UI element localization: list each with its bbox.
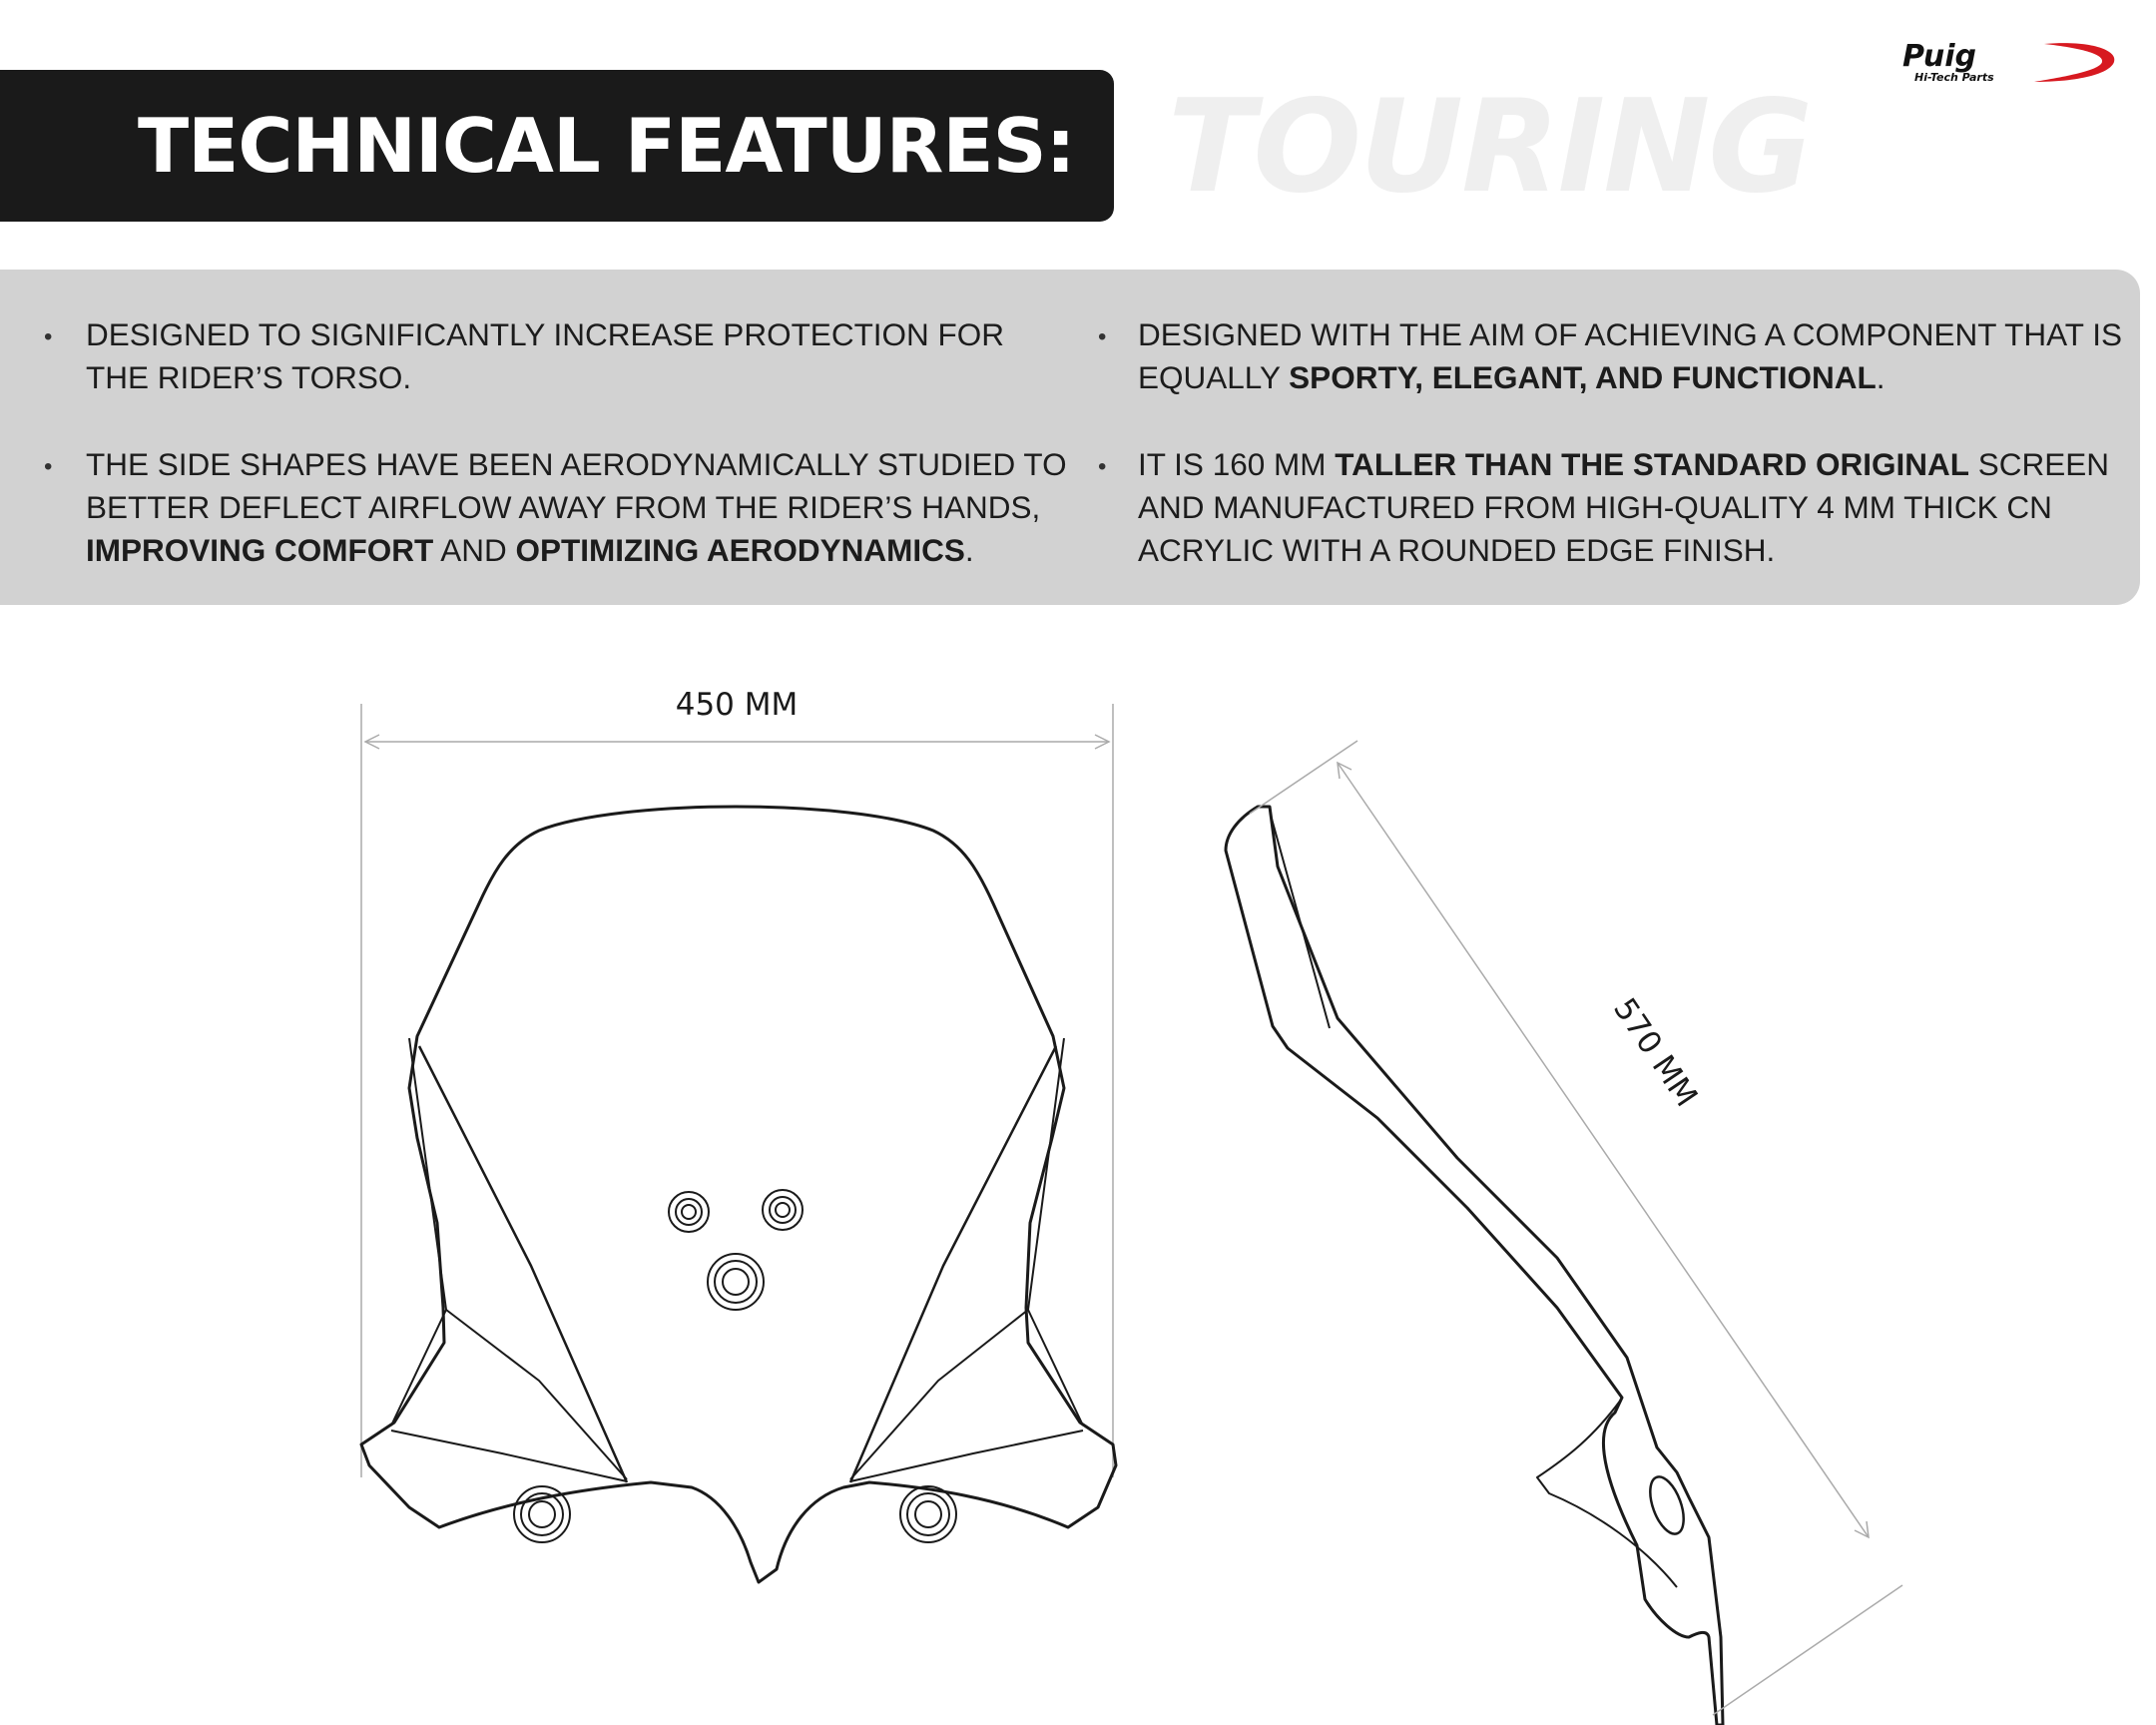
bullet-icon: • <box>44 323 53 350</box>
width-label: 450 MM <box>675 687 799 723</box>
mounting-holes <box>514 1190 956 1542</box>
feature-torso-protection: DESIGNED TO SIGNIFICANTLY INCREASE PROTECTION FOR THE RIDER’S TORSO. <box>86 316 1005 395</box>
page-title: TECHNICAL FEATURES: <box>138 102 1075 190</box>
bullet-icon: • <box>1098 453 1107 480</box>
brand-logo <box>1894 38 2118 86</box>
windscreen-front-view <box>361 807 1116 1582</box>
header-bar <box>0 70 1114 222</box>
product-line-title: TOURING <box>1168 73 1812 222</box>
bullet-icon: • <box>44 453 53 480</box>
brand-name: Puig <box>1902 39 1977 74</box>
bullet-icon: • <box>1098 323 1107 350</box>
height-label: 570 MM <box>1606 991 1705 1114</box>
technical-drawing <box>0 659 2156 1725</box>
windscreen-side-view <box>1226 807 1723 1725</box>
feature-design-aim: DESIGNED WITH THE AIM OF ACHIEVING A COMPONENT THAT IS EQUALLY SPORTY, ELEGANT, AND FUNCTIONAL. <box>1138 316 2122 395</box>
feature-height-material: IT IS 160 MM TALLER THAN THE STANDARD ORIGINAL SCREEN AND MANUFACTURED FROM HIGH-QUALITY 4 MM THICK CN ACRYLIC WITH A ROUNDED EDGE FINISH. <box>1138 446 2110 568</box>
brand-tagline: Hi-Tech Parts <box>1914 71 1994 84</box>
feature-aerodynamics: THE SIDE SHAPES HAVE BEEN AERODYNAMICALLY STUDIED TO BETTER DEFLECT AIRFLOW AWAY FROM THE RIDER’S HANDS, IMPROVING COMFORT AND OPTIMIZING AERODYNAMICS. <box>86 446 1067 568</box>
width-dimension <box>361 704 1113 1477</box>
height-dimension <box>1250 741 1902 1715</box>
